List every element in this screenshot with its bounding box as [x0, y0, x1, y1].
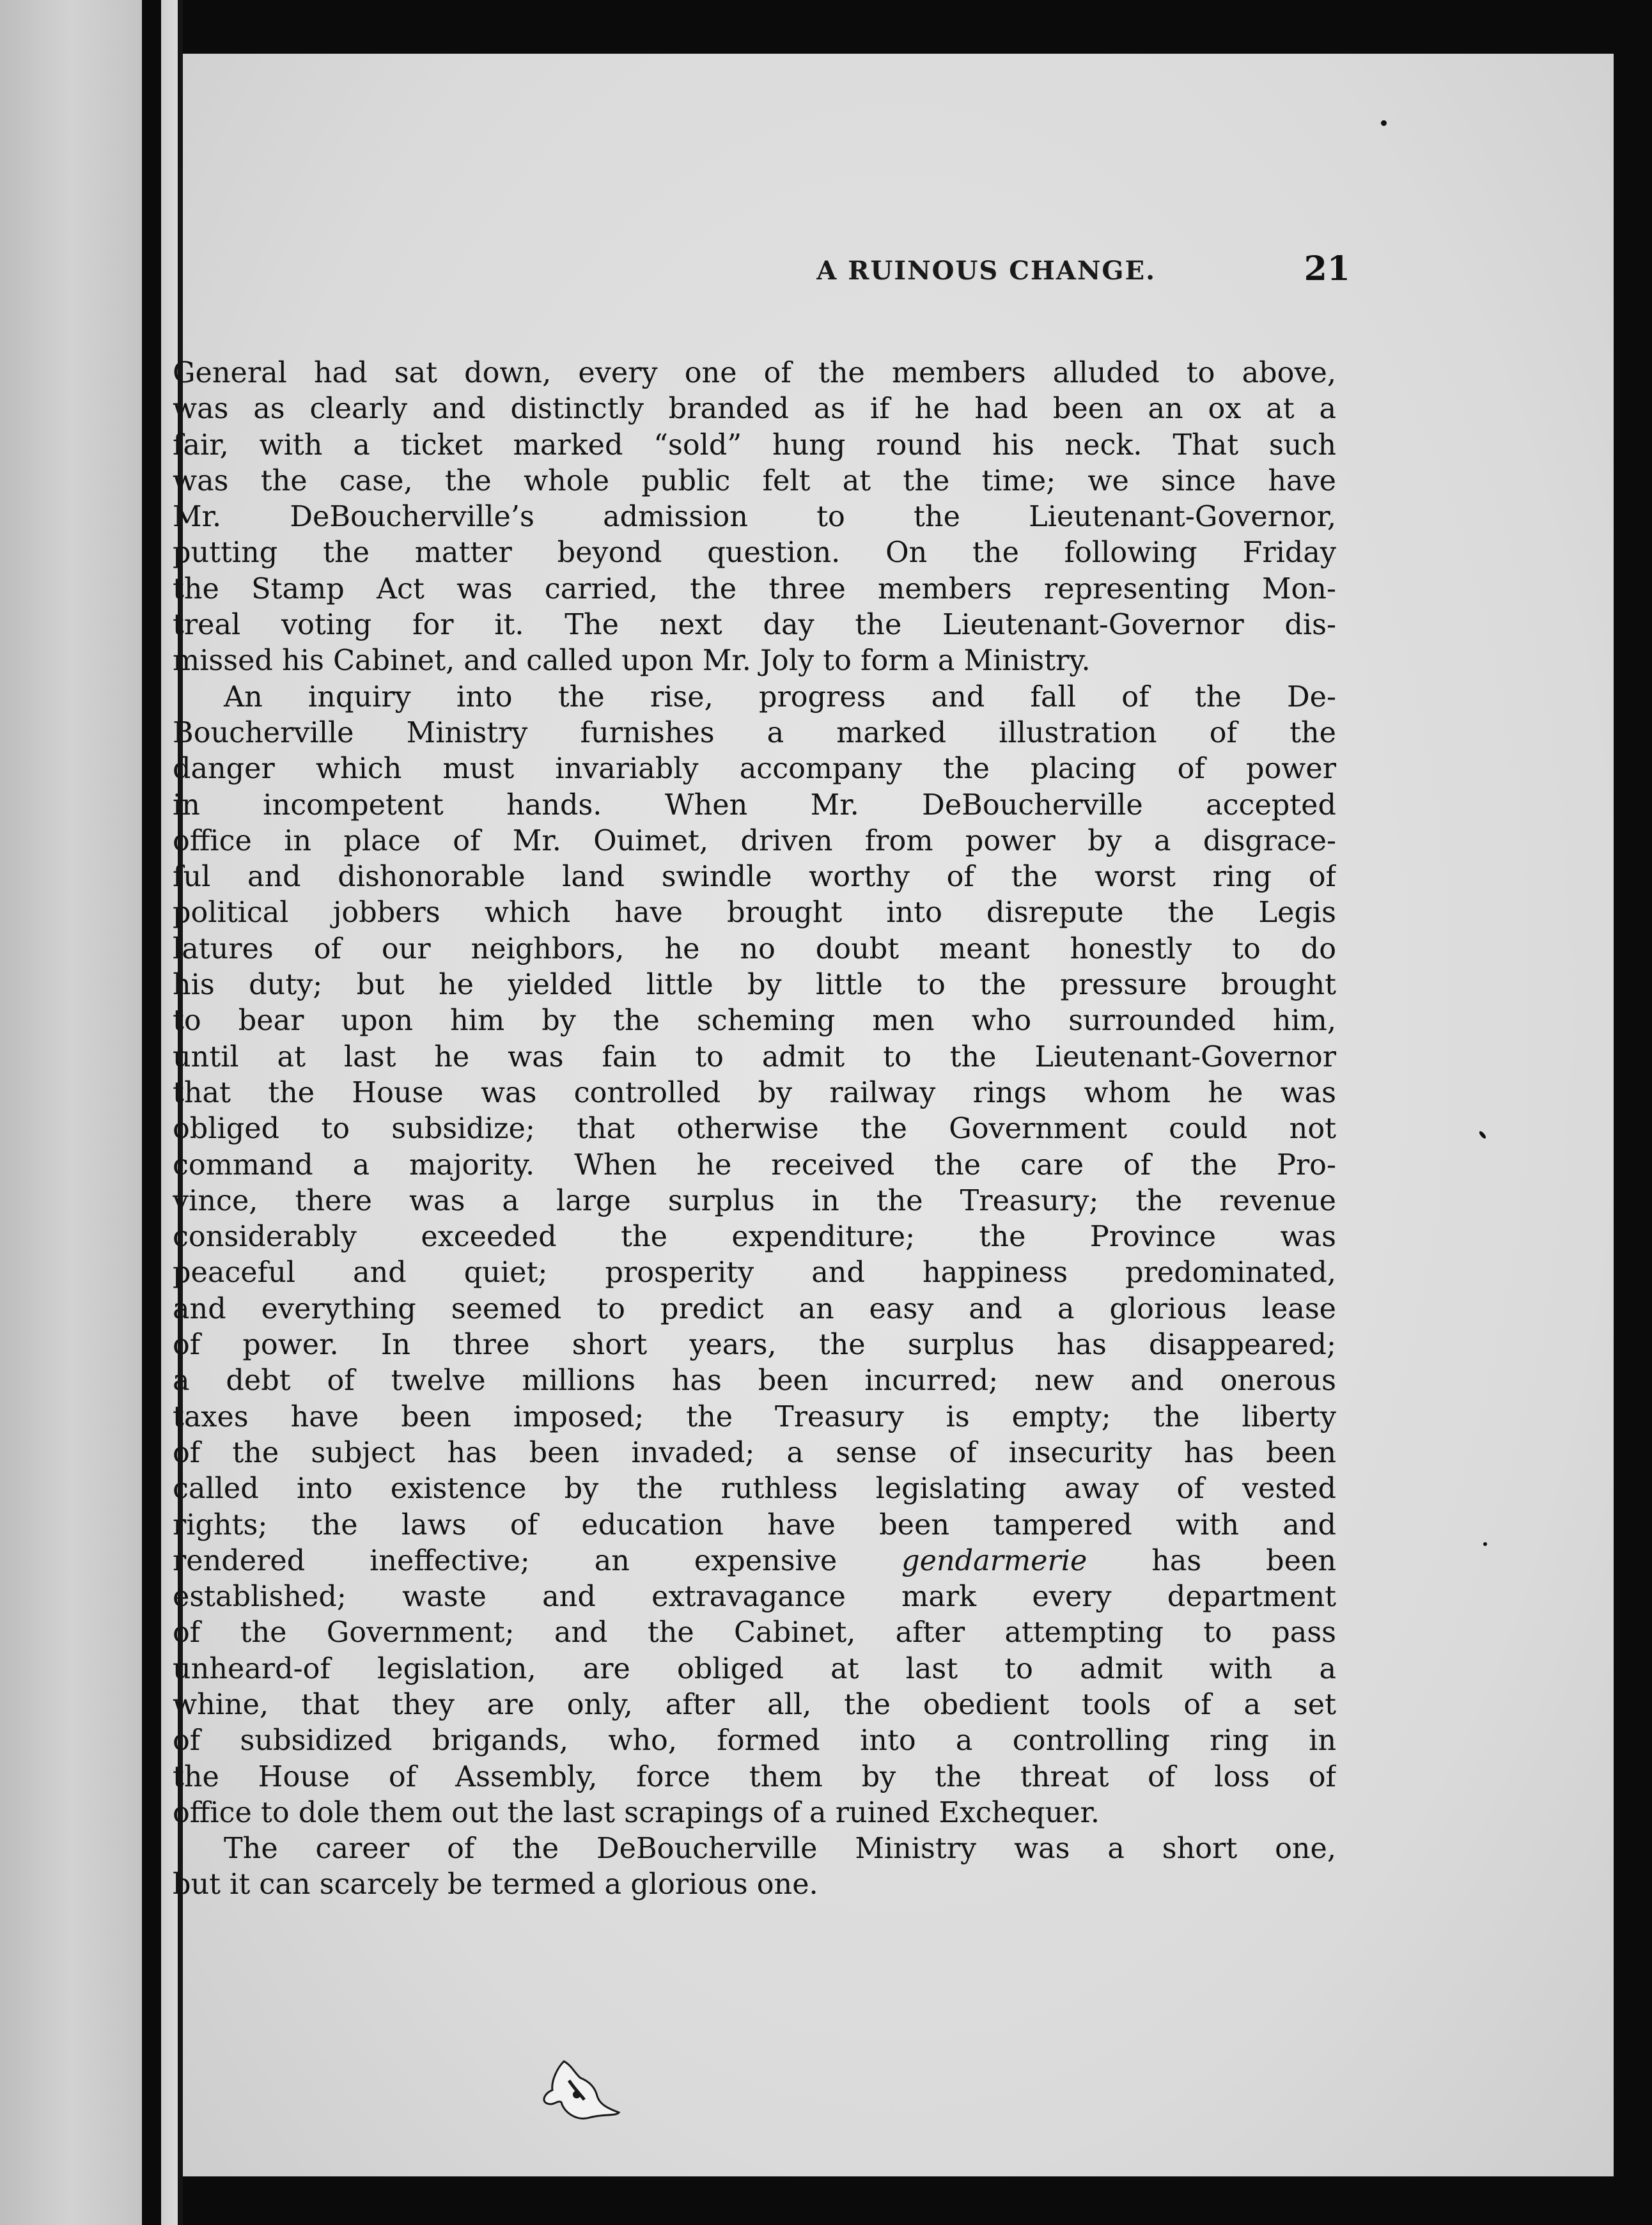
text-line: the Stamp Act was carried, the three members representing Mon-: [173, 572, 1336, 605]
text-line: established; waste and extravagance mark every department: [173, 1581, 1336, 1614]
text-line: command a majority. When he received the care of the Pro-: [173, 1148, 1336, 1182]
text-line: peaceful and quiet; prosperity and happiness predominated,: [173, 1256, 1336, 1290]
text-line: but it can scarcely be termed a glorious one.: [173, 1868, 818, 1901]
text-line: Boucherville Ministry furnishes a marked illustration of the: [173, 716, 1336, 749]
text-line: was as clearly and distinctly branded as if he had been an ox at a: [173, 393, 1336, 426]
text-line: and everything seemed to predict an easy and a glorious lease: [173, 1292, 1336, 1325]
text-line: considerably exceeded the expenditure; the Province was: [173, 1221, 1336, 1254]
text-line: latures of our neighbors, he no doubt meant honestly to do: [173, 932, 1336, 965]
text-line: fair, with a ticket marked “sold” hung round his neck. That such: [173, 428, 1336, 462]
text-line: office in place of Mr. Ouimet, driven from power by a disgrace-: [173, 824, 1336, 857]
page-number: 21: [1304, 249, 1350, 288]
text-line: taxes have been imposed; the Treasury is empty; the liberty: [173, 1400, 1336, 1433]
text-line: the House of Assembly, force them by the threat of loss of: [173, 1760, 1336, 1793]
text-line: obliged to subsidize; that otherwise the Government could not: [173, 1112, 1336, 1146]
text-line: vince, there was a large surplus in the Treasury; the revenue: [173, 1184, 1336, 1217]
text-line: rendered ineffective; an expensive gendarmerie has been: [173, 1544, 1336, 1577]
text-line: treal voting for it. The next day the Lieutenant-Governor dis-: [173, 609, 1336, 642]
facing-page-edge: [0, 0, 142, 2225]
binding-shadow: [142, 0, 161, 2225]
body-text: [173, 355, 1336, 1903]
text-line: of the Government; and the Cabinet, after attempting to pass: [173, 1616, 1336, 1650]
text-line: An inquiry into the rise, progress and fall of the De-: [224, 680, 1336, 714]
text-line: The career of the DeBoucherville Ministry was a short one,: [224, 1832, 1336, 1866]
text-line: called into existence by the ruthless legislating away of vested: [173, 1472, 1336, 1506]
text-line: to bear upon him by the scheming men who surrounded him,: [173, 1004, 1336, 1038]
text-line: a debt of twelve millions has been incurred; new and onerous: [173, 1364, 1336, 1398]
text-line: was the case, the whole public felt at the time; we since have: [173, 464, 1336, 497]
text-line: rights; the laws of education have been tampered with and: [173, 1508, 1336, 1542]
text-line: that the House was controlled by railway rings whom he was: [173, 1076, 1336, 1109]
page-speck: [1483, 1542, 1487, 1546]
running-title: A RUINOUS CHANGE.: [816, 256, 1156, 286]
text-line: his duty; but he yielded little by little to the pressure brought: [173, 969, 1336, 1002]
text-line: of subsidized brigands, who, formed into a controlling ring in: [173, 1724, 1336, 1758]
text-line: whine, that they are only, after all, the obedient tools of a set: [173, 1688, 1336, 1721]
text-line: putting the matter beyond question. On the following Friday: [173, 536, 1336, 570]
text-line: office to dole them out the last scrapings of a ruined Exchequer.: [173, 1796, 1100, 1829]
page-speck: [1381, 120, 1387, 126]
text-line: in incompetent hands. When Mr. DeBoucherville accepted: [173, 788, 1336, 822]
text-line: General had sat down, every one of the members alluded to above,: [173, 357, 1336, 389]
text-line: danger which must invariably accompany the placing of power: [173, 753, 1336, 786]
text-line: Mr. DeBoucherville’s admission to the Lieutenant-Governor,: [173, 501, 1336, 534]
running-head: [517, 242, 1350, 297]
text-line: political jobbers which have brought into disrepute the Legis: [173, 896, 1336, 930]
text-line: until at last he was fain to admit to the Lieutenant-Governor: [173, 1040, 1336, 1073]
text-line: ful and dishonorable land swindle worthy of the worst ring of: [173, 861, 1336, 894]
ink-blot-mark: [538, 2055, 621, 2125]
text-line: of the subject has been invaded; a sense of insecurity has been: [173, 1436, 1336, 1469]
text-line: unheard-of legislation, are obliged at last to admit with a: [173, 1652, 1336, 1685]
text-line: of power. In three short years, the surplus has disappeared;: [173, 1329, 1336, 1362]
text-line: missed his Cabinet, and called upon Mr. Joly to form a Ministry.: [173, 644, 1091, 678]
